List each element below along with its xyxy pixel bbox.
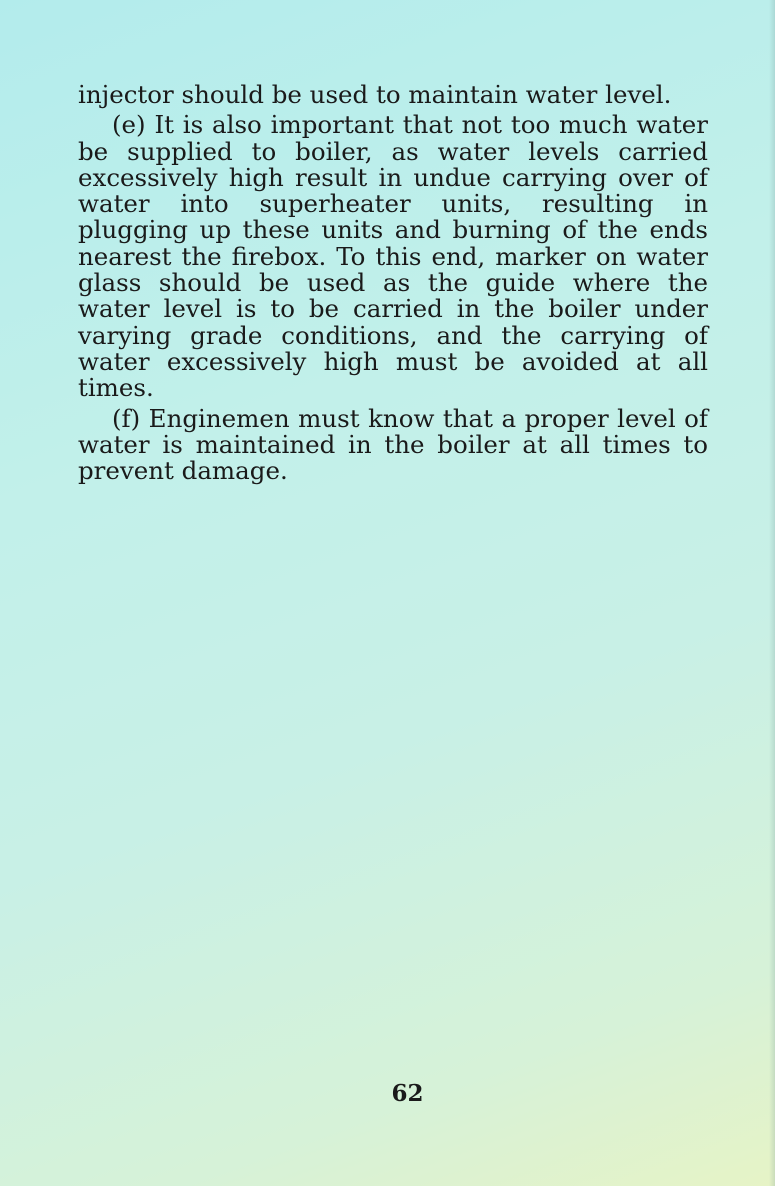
page-edge [769, 0, 775, 1186]
page-number: 62 [391, 1080, 424, 1107]
paragraph-f: (f) Enginemen must know that a proper level of water is maintained in the boiler at all times to prevent damage. [78, 403, 708, 486]
paragraph-e: (e) It is also important that not too much water be supplied to boiler, as water levels carried excessively high result in undue carrying over of water into superheater units, resulting in plugging up these units and burning of the ends nearest the firebox. To this end, marker on water glass should be used as the guide where the water level is to be carried in the boiler under varying grade conditions, and the carrying of water excessively high must be avoided at all times. [78, 110, 708, 403]
paragraph-continuation: injector should be used to maintain water level. [78, 80, 672, 109]
page-body [78, 82, 708, 484]
